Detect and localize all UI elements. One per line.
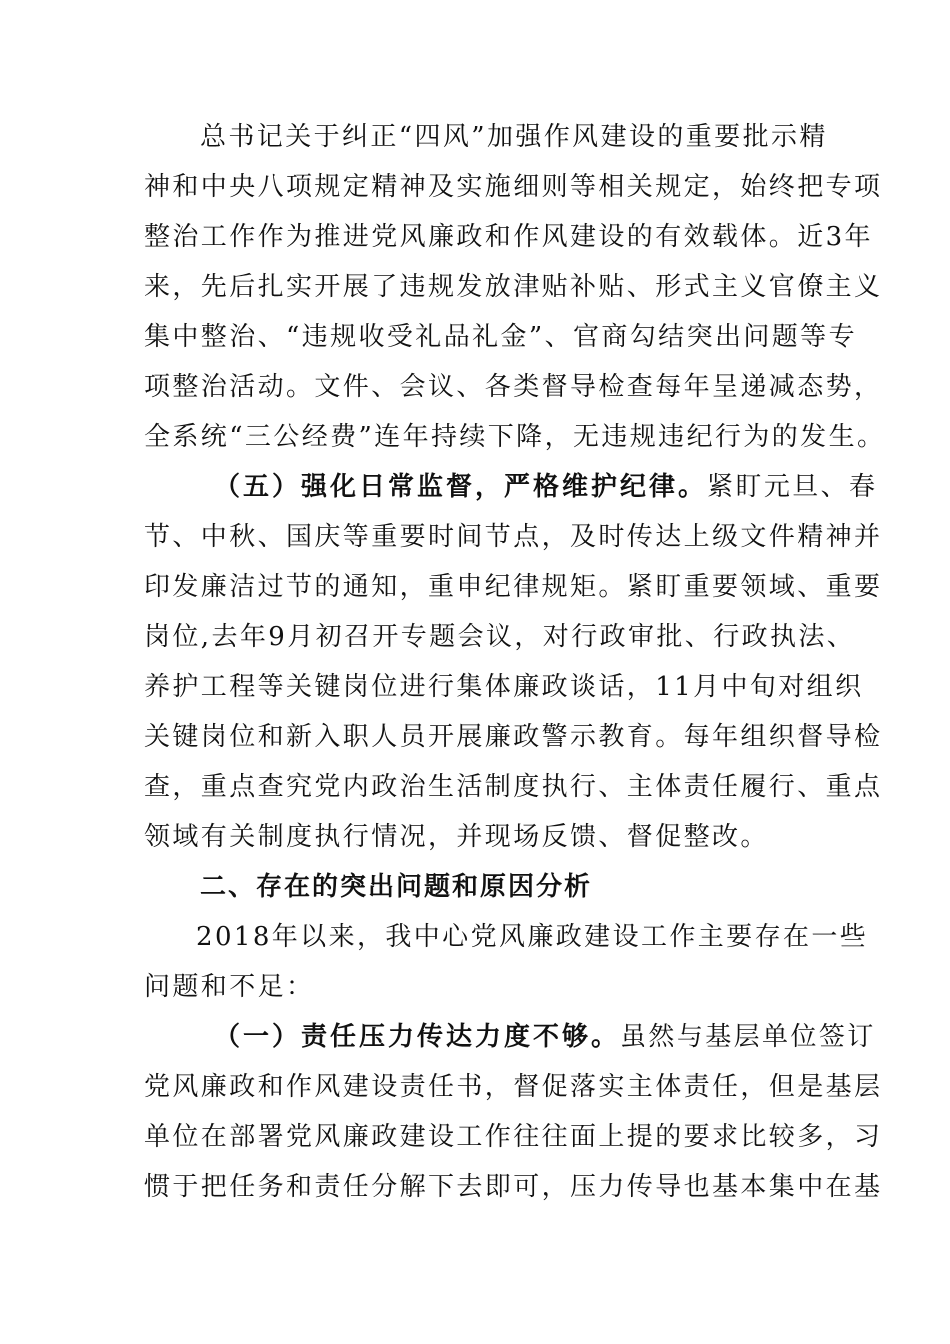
paragraph-1-line-2: 神和中央八项规定精神及实施细则等相关规定，始终把专项	[144, 172, 883, 202]
paragraph-2-line-3: 印发廉洁过节的通知，重申纪律规矩。紧盯重要领域、重要	[144, 572, 883, 602]
paragraph-2-bold-lead: （五）强化日常监督，严格维护纪律。	[214, 472, 708, 502]
paragraph-2-line-2: 节、中秋、国庆等重要时间节点，及时传达上级文件精神并	[144, 522, 883, 552]
paragraph-2-line-5: 养护工程等关键岗位进行集体廉政谈话，11月中旬对组织	[144, 672, 864, 702]
paragraph-2-line-8: 领域有关制度执行情况，并现场反馈、督促整改。	[144, 822, 769, 852]
paragraph-2-line-4: 岗位,去年9月初召开专题会议，对行政审批、行政执法、	[144, 622, 856, 652]
paragraph-1-line-5: 集中整治、“违规收受礼品礼金”、官商勾结突出问题等专	[144, 322, 857, 352]
paragraph-1-line-1: 总书记关于纠正“四风”加强作风建设的重要批示精	[200, 122, 828, 152]
paragraph-4-lead-rest: 虽然与基层单位签订	[620, 1022, 876, 1052]
paragraph-1-line-4: 来，先后扎实开展了违规发放津贴补贴、形式主义官僚主义	[144, 272, 883, 302]
paragraph-4-bold-lead: （一）责任压力传达力度不够。	[214, 1022, 621, 1052]
paragraph-1-line-7: 全系统“三公经费”连年持续下降，无违规违纪行为的发生。	[144, 422, 886, 452]
section-heading: 二、存在的突出问题和原因分析	[200, 872, 593, 902]
paragraph-4-line-3: 单位在部署党风廉政建设工作往往面上提的要求比较多，习	[144, 1122, 883, 1152]
paragraph-3-line-1: 2018年以来，我中心党风廉政建设工作主要存在一些	[196, 922, 869, 952]
paragraph-2-line-6: 关键岗位和新入职人员开展廉政警示教育。每年组织督导检	[144, 722, 883, 752]
paragraph-3-line-2: 问题和不足：	[144, 972, 315, 1002]
paragraph-4-line-4: 惯于把任务和责任分解下去即可，压力传导也基本集中在基	[144, 1172, 883, 1202]
paragraph-2-line-7: 查，重点查究党内政治生活制度执行、主体责任履行、重点	[144, 772, 883, 802]
paragraph-2-line-1	[214, 462, 884, 512]
paragraph-1-line-6: 项整治活动。文件、会议、各类督导检查每年呈递减态势，	[144, 372, 883, 402]
paragraph-2-lead-rest: 紧盯元旦、春	[707, 472, 878, 502]
paragraph-4-line-2: 党风廉政和作风建设责任书，督促落实主体责任，但是基层	[144, 1072, 883, 1102]
paragraph-4-line-1	[214, 1012, 884, 1062]
paragraph-1-line-3: 整治工作作为推进党风廉政和作风建设的有效载体。近3年	[144, 222, 873, 252]
